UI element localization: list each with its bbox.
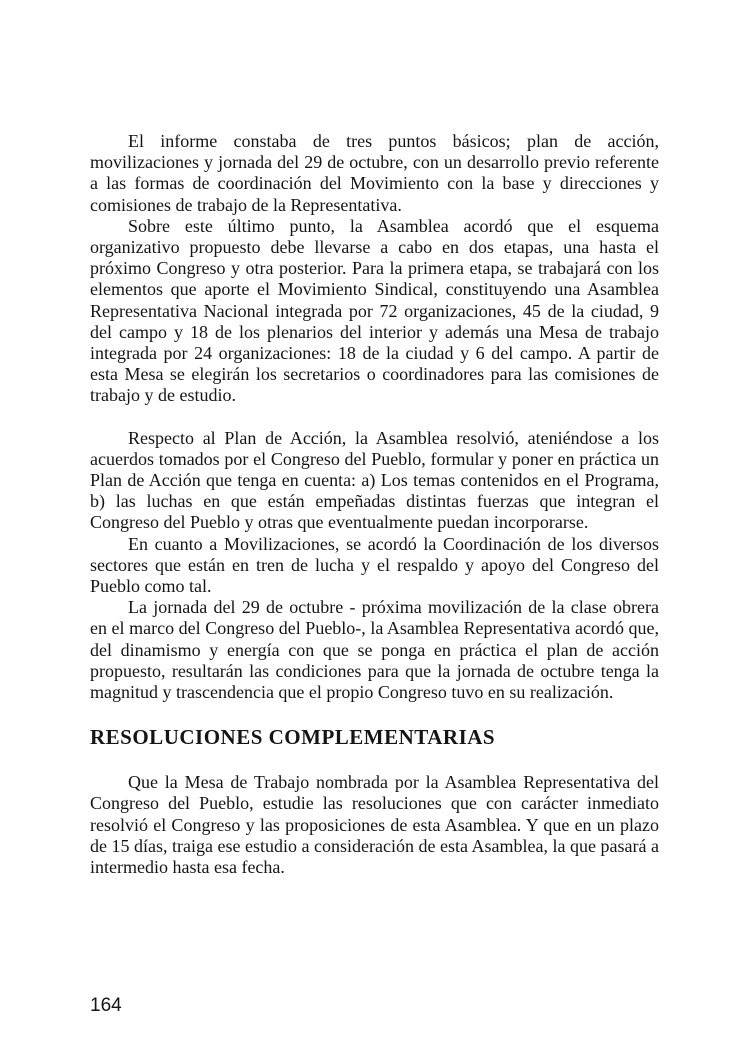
document-page <box>90 131 659 878</box>
paragraph-plan-de-accion: Respecto al Plan de Acción, la Asamblea resolvió, ateniéndose a los acuerdos tomados por el Congreso del Pueblo, formular y poner en práctica un Plan de Acción que tenga en cuenta: a) Los temas contenidos en el Programa, b) las luchas en que están empeñadas distintas fuerzas que integran el Congreso del Pueblo y otras que eventualmente puedan incorporarse. <box>90 427 659 533</box>
page-number: 164 <box>90 995 122 1016</box>
paragraph-esquema-organizativo: Sobre este último punto, la Asamblea acordó que el esquema organizativo propuesto debe llevarse a cabo en dos etapas, una hasta el próximo Congreso y otra posterior. Para la primera etapa, se trabajará con los elementos que aporte el Movimiento Sindical, constituyendo una Asamblea Representativa Nacional integrada por 72 organizaciones, 45 de la ciudad, 9 del campo y 18 de los plenarios del interior y además una Mesa de trabajo integrada por 24 organizaciones: 18 de la ciudad y 6 del campo. A partir de esta Mesa se elegirán los secretarios o coordinadores para las comisiones de trabajo y de estudio. <box>90 215 659 406</box>
paragraph-jornada-octubre: La jornada del 29 de octubre - próxima movilización de la clase obrera en el marco del Congreso del Pueblo-, la Asamblea Representativa acordó que, del dinamismo y energía con que se ponga en práctica el plan de acción propuesto, resultarán las condiciones para que la jornada de octubre tenga la magnitud y trascendencia que el propio Congreso tuvo en su realización. <box>90 597 659 703</box>
paragraph-mesa-de-trabajo: Que la Mesa de Trabajo nombrada por la Asamblea Representativa del Congreso del Pueblo, estudie las resoluciones que con carácter inmediato resolvió el Congreso y las proposiciones de esta Asamblea. Y que en un plazo de 15 días, traiga ese estudio a consideración de esta Asamblea, la que pasará a intermedio hasta esa fecha. <box>90 772 659 878</box>
paragraph-informe: El informe constaba de tres puntos básicos; plan de acción, movilizaciones y jornada del 29 de octubre, con un desarrollo previo referente a las formas de coordinación del Movimiento con la base y direcciones y comisiones de trabajo de la Representativa. <box>90 131 659 215</box>
section-heading: RESOLUCIONES COMPLEMENTARIAS <box>90 725 496 750</box>
paragraph-movilizaciones: En cuanto a Movilizaciones, se acordó la Coordinación de los diversos sectores que están en tren de lucha y el respaldo y apoyo del Congreso del Pueblo como tal. <box>90 533 659 597</box>
